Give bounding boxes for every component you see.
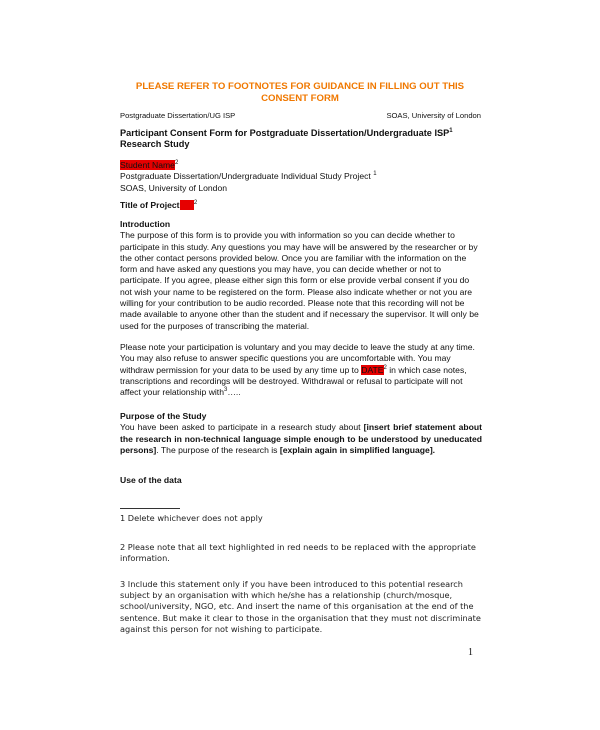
purpose-section [120, 411, 482, 456]
project-title-placeholder [180, 200, 194, 210]
project-title-footnote-ref: 2 [193, 200, 198, 206]
project-title-label: Title of Project [120, 200, 180, 210]
guidance-notice: PLEASE REFER TO FOOTNOTES FOR GUIDANCE IN FILLING OUT THIS CONSENT FORM [135, 81, 465, 104]
introduction-heading: Introduction [120, 219, 171, 229]
title-text-a: Participant Consent Form for Postgraduate Dissertation/Undergraduate ISP [120, 128, 450, 138]
footnote-3: 3 Include this statement only if you have been introduced to this potential research subject by an organisation with which he/she has a relationship (church/mosque, school/university, NGO, etc. And insert the name of this organisation at the end of the sentence. But make it clear to those in the organisation that they must not discriminate against this person for not wishing to participate. [120, 579, 481, 634]
institution-text: SOAS, University of London [120, 182, 227, 193]
program-text: Postgraduate Dissertation/Undergraduate Individual Study Project [120, 171, 374, 182]
footnote-2: 2 Please note that all text highlighted in red needs to be replaced with the appropriate information. [120, 542, 476, 564]
p2-text-b: in which case notes, transcriptions and recordings will be destroyed. Withdrawal or refusal to participate will not affect your relationship with [120, 364, 467, 398]
header-left: Postgraduate Dissertation/UG ISP [120, 111, 236, 120]
title-footnote-ref: 1 [449, 128, 453, 134]
purpose-text-b: . The purpose of the research is [156, 444, 280, 455]
withdraw-date-placeholder: DATE [361, 364, 384, 375]
student-block [120, 160, 482, 194]
p2-ellipsis: ….. [227, 387, 241, 398]
footnote-1: 1 Delete whichever does not apply [120, 513, 263, 523]
project-title-line [120, 200, 482, 211]
student-name-placeholder: Student Name [120, 160, 175, 170]
purpose-text-a: You have been asked to participate in a research study about [120, 422, 364, 433]
program-footnote-ref: 1 [373, 171, 377, 178]
student-name-footnote-ref: 2 [174, 160, 179, 166]
use-of-data-heading: Use of the data [120, 475, 182, 485]
date-footnote-ref: 2 [383, 364, 387, 371]
purpose-placeholder-a: [insert brief statement about the research in non-technical language simple enough to be understood by uneducated persons] [120, 422, 482, 455]
title-text-b: Research Study [120, 139, 190, 149]
introduction-paragraph-2 [120, 342, 482, 398]
introduction-paragraph-1: The purpose of this form is to provide you with information so you can decide whether to participate in this study. Any questions you may have will be answered by the researcher or by the other contact persons provided below. Once you are familiar with the information on the form and have asked any questions you may have, you can decide whether or not to participate. If you agree, please either sign this form or else provide verbal consent if you do not wish your name to be registered on the form. Please also indicate whether or not you are willing for your contribution to be audio recorded. Please note that this recording will not be made available to anyone other than the student and if necessary the supervisor. It will only be used for the purposes of transcribing the material. [120, 230, 479, 331]
form-title [120, 128, 482, 150]
p2-text-a: Please note your participation is voluntary and you may decide to leave the study at any time. You may also refuse to answer specific questions you are uncomfortable with. You may withdraw permission for your data to be used by any time up to [120, 342, 475, 375]
purpose-heading: Purpose of the Study [120, 411, 207, 421]
introduction-section [120, 219, 482, 332]
relationship-footnote-ref: 3 [223, 387, 228, 394]
footnote-divider [120, 508, 180, 509]
purpose-placeholder-b: [explain again in simplified language]. [279, 444, 436, 455]
purpose-paragraph [120, 422, 482, 456]
header-right: SOAS, University of London [386, 111, 481, 120]
page-number: 1 [468, 647, 473, 658]
